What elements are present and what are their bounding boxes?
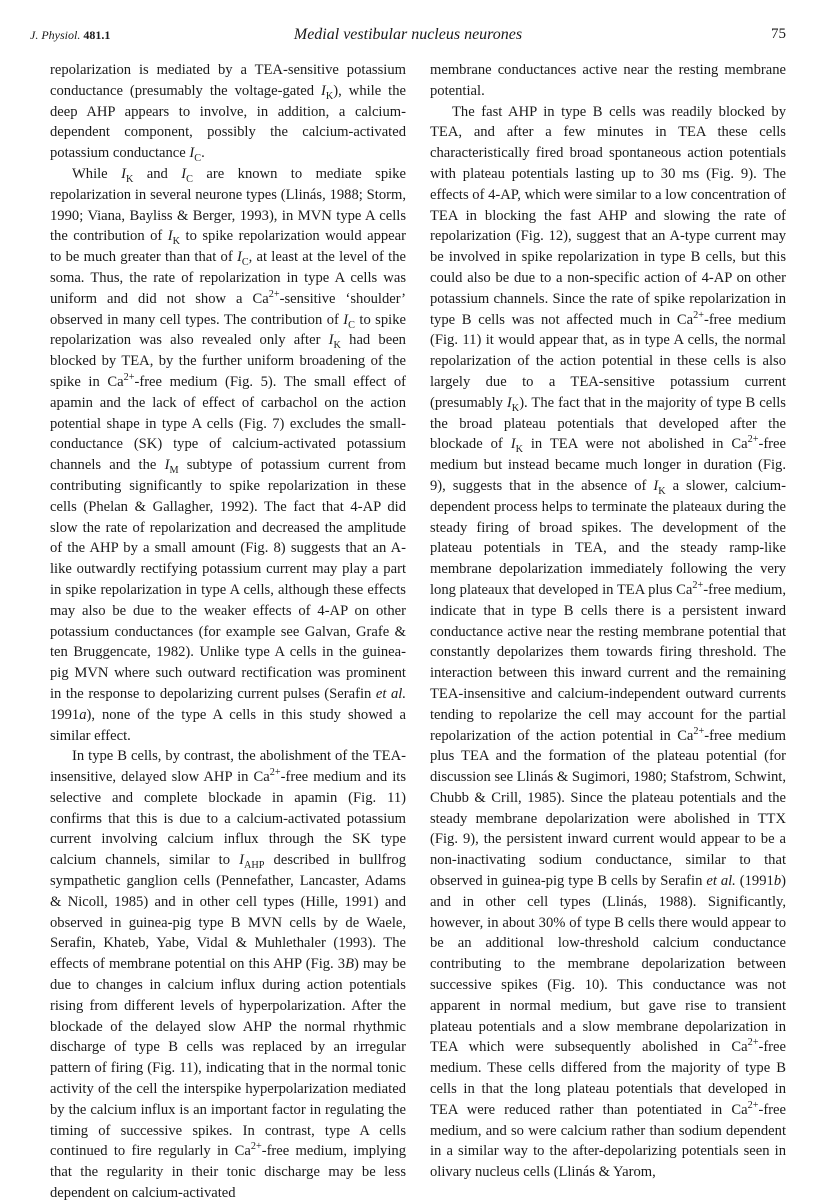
journal-volume: 481.1 [83,28,111,42]
left-paragraph-2: While $I_K$ and $I_C$ are known to mediate spike repolarization in several neurone types (Llinás, 1988; Storm, 1990; Viana, Bayliss & Berger, 1993), in MVN type A cells the contribution of $I_K$ to spike repolarization would appear to be much greater than that of $I_C$, at least at the level of the soma. Thus, the rate of repolarization in type A cells was uniform and did not show a $Ca^{2+}$-sensitive ‘shoulder’ observed in many cell types. The contribution of $I_C$ to spike repolarization was also revealed only after $I_K$ had been blocked by TEA, by the further uniform broadening of the spike in $Ca^{2+}$-free medium (Fig. 5). The small effect of apamin and the lack of effect of carbachol on the action potential shape in type A cells (Fig. 7) excludes the small-conductance (SK) type of calcium-activated potassium channels and the $I_M$ subtype of potassium current from contributing significantly to spike repolarization in these cells (Phelan & Gallagher, 1992). The fact that 4-AP did slow the rate of repolarization and decreased the amplitude of the AHP by a small amount (Fig. 8) suggests that an A-like outwardly rectifying potassium current may play a part in spike repolarization in type A cells, although these effects may also be due to the weaker effects of 4-AP on other potassium conductances (for example see Galvan, Grafe & ten Bruggencate, 1982). Unlike type A cells in the guinea-pig MVN where such outward rectification was prominent in the response to depolarizing current pulses (Serafin et al. 1991a), none of the type A cells in this study showed a similar effect. [50,165,407,744]
right-text-column [430,60,786,1183]
running-title: Medial vestibular nucleus neurones [293,26,523,43]
right-paragraph-2: The fast AHP in type B cells was readily blocked by TEA, and after a few minutes in TEA these cells characteristically fired broad spontaneous action potentials with plateau potentials lasting up to 30 ms (Fig. 9). The effects of 4-AP, which were similar to a low concentration of TEA in blocking the fast AHP and slowing the rate of repolarization (Fig. 12), suggest that an A-type current may be involved in spike repolarization in type B cells, but this could also be due to a non-specific action of 4-AP on other potassium channels. Since the rate of spike repolarization in type B cells was not affected much in $Ca^{2+}$-free medium (Fig. 11) it would appear that, as in type A cells, the normal repolarization of the action potential in these cells is also largely due to a TEA-sensitive potassium current (presumably $I_K$). The fact that in the majority of type B cells the broad plateau potentials that developed after the blockade of $I_K$ in TEA were not abolished in $Ca^{2+}$-free medium but instead became much longer in duration (Fig. 9), suggests that in the absence of $I_K$ a slower, calcium-dependent process helps to terminate the plateaux during the steady firing of broad spikes. The development of the plateau potentials in TEA, and the steady ramp-like membrane depolarization immediately following the very long plateaux that developed in TEA plus $Ca^{2+}$-free medium, indicate that in type B cells there is a persistent inward conductance active near the resting membrane potential that constantly depolarizes them towards firing threshold. The interaction between this inward current and the remaining TEA-insensitive and calcium-independent outward currents tending to repolarize the cell may account for the partial repolarization of the action potential in $Ca^{2+}$-free medium plus TEA and the formation of the plateau potential (for discussion see Llinás & Sugimori, 1980; Stafstrom, Schwint, Chubb & Crill, 1985). Since the plateau potentials and the steady membrane depolarization were abolished in TTX (Fig. 9), the persistent inward current would appear to be a non-inactivating sodium conductance, similar to that observed in guinea-pig type B cells by Serafin et al. (1991b) and in other cell types (Llinás, 1988). Significantly, however, in about 30% of type B cells there would appear to be an additional low-threshold calcium conductance contributing to the membrane depolarization between successive spikes (Fig. 10). This conductance was not apparent in normal medium, but gave rise to transient plateau potentials and a slow membrane depolarization in TEA which were subsequently abolished in $Ca^{2+}$-free medium. These cells differed from the majority of type B cells in that the long plateau potentials that developed in TEA were reduced rather than potentiated in $Ca^{2+}$-free medium, and so were calcium rather than sodium dependent in a similar way to the after-depolarizing potentials seen in olivary nucleus cells (Llinás & Yarom, [430,103,786,1181]
right-paragraph-1: membrane conductances active near the resting membrane potential. [430,62,786,99]
journal-name: J. Physiol. [30,28,81,42]
page-number: 75 [771,26,786,42]
page-header [30,20,786,46]
left-paragraph-3: In type B cells, by contrast, the abolishment of the TEA-insensitive, delayed slow AHP in $Ca^{2+}$-free medium and its selective and complete blockade in apamin (Fig. 11) confirms that this is due to a calcium-activated potassium current involving calcium influx through the SK type calcium channels, similar to $I_{AHP}$ described in bullfrog sympathetic ganglion cells (Pennefather, Lancaster, Adams & Nicoll, 1985) and in other cell types (Hille, 1991) and observed in guinea-pig type B MVN cells by de Waele, Serafin, Khateb, Yabe, Vidal & Muhlethaler (1993). The effects of membrane potential on this AHP (Fig. 3B) may be due to changes in calcium influx during action potentials rising from different levels of hyperpolarization. After the blockade of the delayed slow AHP the normal rhythmic discharge of type B cells was replaced by an irregular pattern of firing (Fig. 11), indicating that in the normal tonic activity of the cell the interspike hyperpolarization mediated by the calcium influx is an important factor in regulating the timing of successive spikes. In contrast, type A cells continued to fire regularly in $Ca^{2+}$-free medium, implying that the regularity in their tonic discharge may be less dependent on calcium-activated [50,748,407,1202]
left-paragraph-1: repolarization is mediated by a TEA-sensitive potassium conductance (presumably the voltage-gated $I_K$), while the deep AHP appears to involve, in addition, a calcium-dependent component, possibly the calcium-activated potassium conductance $I_C$. [50,62,407,165]
left-text-column [50,60,406,1204]
